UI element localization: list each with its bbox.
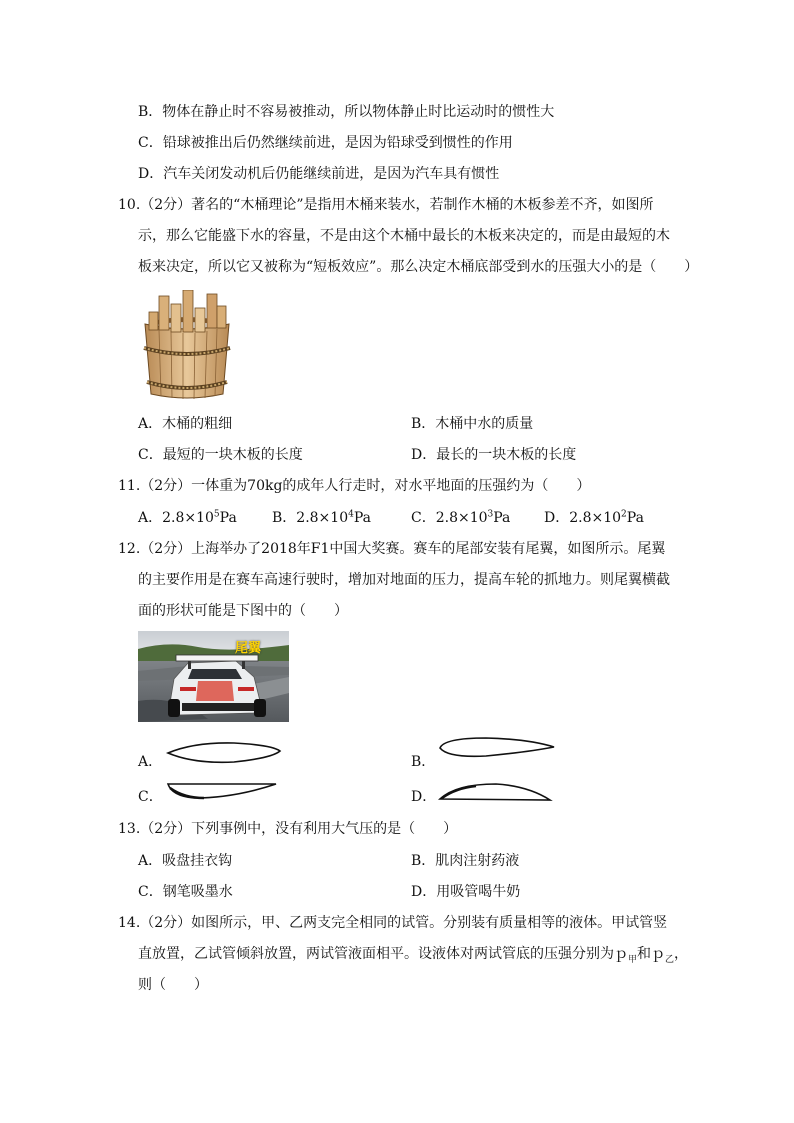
q14-stem-line3: 则（ ） xyxy=(138,977,208,993)
q12-option-b-label: B． xyxy=(411,754,436,770)
q11-option-d: D．$2.8\times 10^2Pa$ xyxy=(544,509,644,526)
q14-stem-line2: 直放置，乙试管倾斜放置，两试管液面相平。设液体对两试管底的压强分别为ｐ$_甲$和ｐ$_乙$， xyxy=(138,946,689,965)
q11-option-a: A．$2.8\times 10^5Pa$ xyxy=(138,509,237,526)
q11-stem: 11.（2分）一体重为70kg的成年人行走时，对水平地面的压强约为（ ） xyxy=(118,478,591,494)
q13-option-d: D．用吸管喝牛奶 xyxy=(411,884,521,900)
q12-option-b-airfoil xyxy=(436,734,560,762)
q10-option-c: C．最短的一块木板的长度 xyxy=(138,447,303,463)
q10-option-d: D．最长的一块木板的长度 xyxy=(411,447,577,463)
q12-option-c-label: C． xyxy=(138,789,163,805)
q10-option-a: A．木桶的粗细 xyxy=(138,416,233,432)
q12-option-a-label: A． xyxy=(138,754,163,770)
q13-option-a: A．吸盘挂衣钩 xyxy=(138,853,233,869)
q14-stem-line1: 14.（2分）如图所示，甲、乙两支完全相同的试管。分别装有质量相等的液体。甲试管竖 xyxy=(118,915,668,931)
q11-option-b: B．$2.8\times 10^4Pa$ xyxy=(272,509,371,526)
q12-stem-line1: 12.（2分）上海举办了2018年F1中国大奖赛。赛车的尾部安装有尾翼，如图所示。尾翼 xyxy=(118,541,666,557)
q11-option-c: C．$2.8\times 10^3Pa$ xyxy=(411,509,511,526)
q12-option-c-airfoil xyxy=(164,776,282,806)
option-d-prev: D．汽车关闭发动机后仍能继续前进，是因为汽车具有惯性 xyxy=(138,166,500,182)
q10-stem-line2: 示，那么它能盛下水的容量，不是由这个木桶中最长的木板来决定的，而是由最短的木 xyxy=(138,228,670,244)
option-c-prev: C．铅球被推出后仍然继续前进，是因为铅球受到惯性的作用 xyxy=(138,135,513,151)
q10-stem-line1: 10.（2分）著名的“木桶理论”是指用木桶来装水，若制作木桶的木板参差不齐，如图所 xyxy=(118,197,654,213)
q12-option-d-airfoil xyxy=(436,778,554,804)
race-car-photo xyxy=(138,631,289,722)
q13-option-c: C．钢笔吸墨水 xyxy=(138,884,233,900)
q12-option-a-airfoil xyxy=(164,738,284,768)
rear-wing-label: 尾翼 xyxy=(235,641,262,656)
q10-option-b: B．木桶中水的质量 xyxy=(411,416,534,432)
q10-stem-line3: 板来决定，所以它又被称为“短板效应”。那么决定木桶底部受到水的压强大小的是（ ） xyxy=(138,259,699,275)
q13-option-b: B．肌肉注射药液 xyxy=(411,853,520,869)
q13-stem: 13.（2分）下列事例中，没有利用大气压的是（ ） xyxy=(118,821,458,837)
q12-stem-line2: 的主要作用是在赛车高速行驶时，增加对地面的压力，提高车轮的抓地力。则尾翼横截 xyxy=(138,572,670,588)
q12-option-d-label: D． xyxy=(411,789,437,805)
wooden-bucket-figure xyxy=(137,290,237,402)
q12-stem-line3: 面的形状可能是下图中的（ ） xyxy=(138,603,348,619)
option-b-prev: B．物体在静止时不容易被推动，所以物体静止时比运动时的惯性大 xyxy=(138,104,555,120)
